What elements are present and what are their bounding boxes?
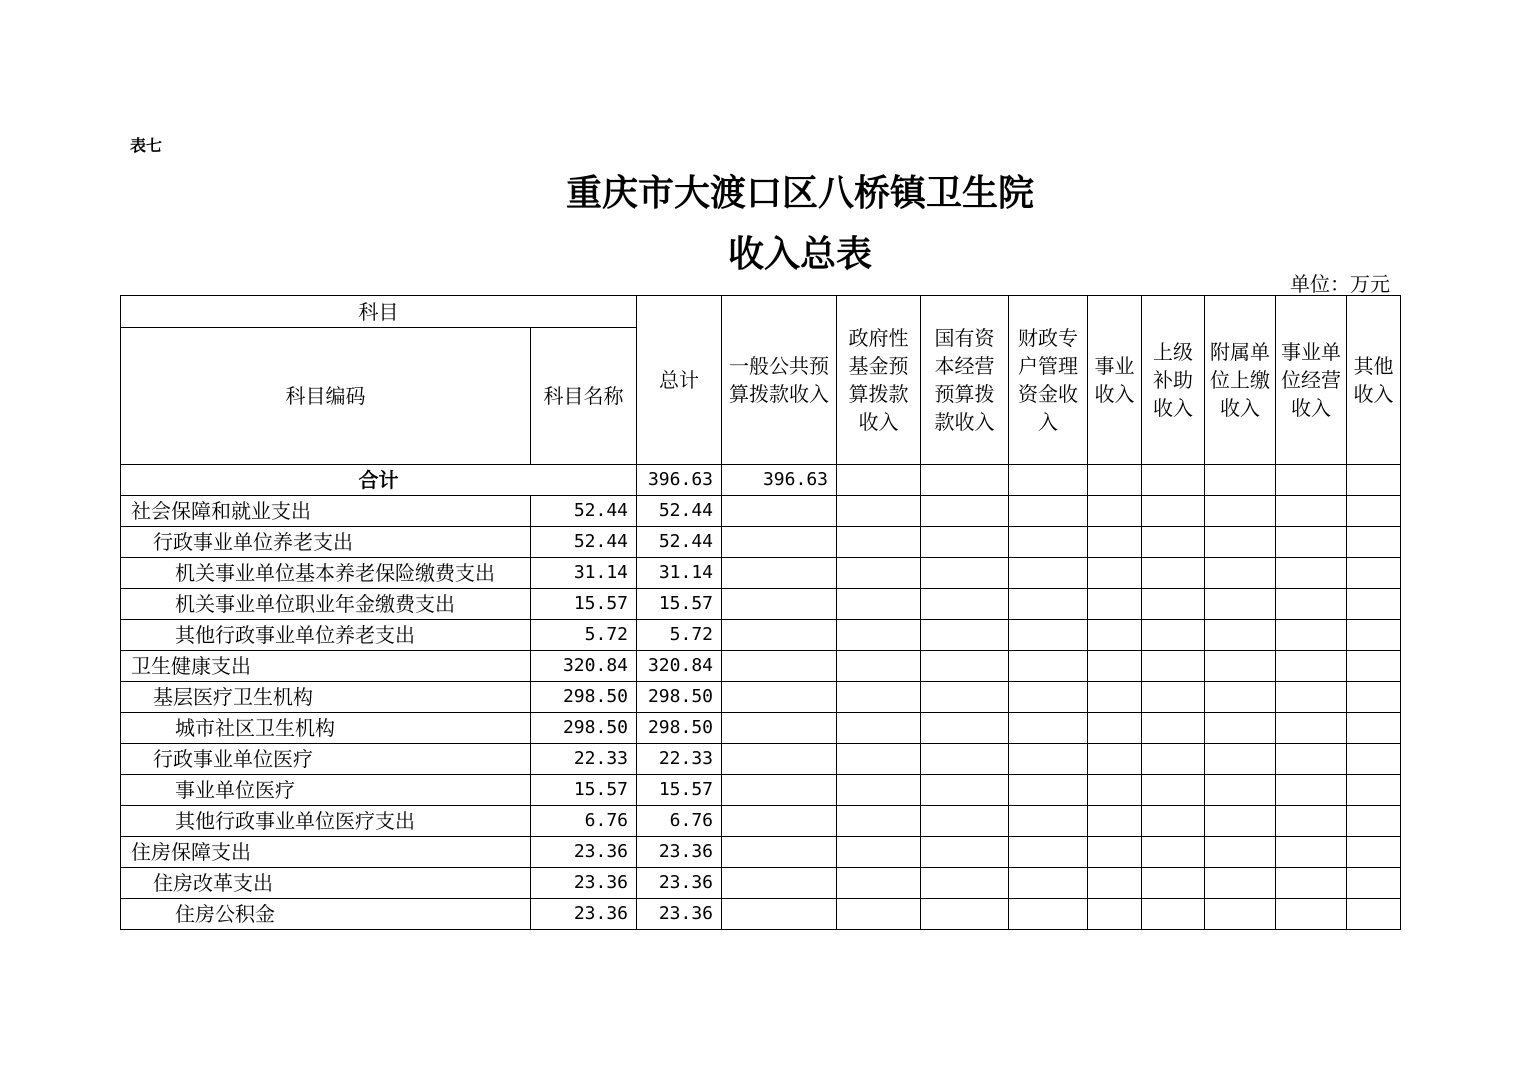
page-subtitle: 收入总表 [727, 234, 872, 275]
row-empty-cell [921, 682, 1009, 713]
table-row [121, 496, 1401, 527]
row-empty-cell [1088, 651, 1142, 682]
row-empty-cell [722, 527, 837, 558]
row-subject-name: 机关事业单位基本养老保险缴费支出 [121, 558, 531, 589]
row-empty-cell [1205, 713, 1276, 744]
row-general-public: 298.50 [637, 682, 722, 713]
row-empty-cell [1142, 837, 1205, 868]
row-empty-cell [837, 899, 921, 930]
row-subject-name: 住房保障支出 [121, 837, 531, 868]
header-affiliated-payment: 附属单位上缴收入 [1205, 296, 1276, 465]
table-row [121, 713, 1401, 744]
row-empty-cell [1205, 899, 1276, 930]
row-empty-cell [1088, 744, 1142, 775]
row-empty-cell [1142, 527, 1205, 558]
row-empty-cell [1276, 651, 1347, 682]
row-subject-name: 其他行政事业单位养老支出 [121, 620, 531, 651]
row-general-public: 22.33 [637, 744, 722, 775]
table-label: 表七 [130, 136, 163, 155]
row-total: 22.33 [531, 744, 637, 775]
row-empty-cell [921, 496, 1009, 527]
row-empty-cell [722, 775, 837, 806]
row-subject-name: 社会保障和就业支出 [121, 496, 531, 527]
row-total: 52.44 [531, 527, 637, 558]
row-general-public: 320.84 [637, 651, 722, 682]
row-general-public: 52.44 [637, 527, 722, 558]
row-empty-cell [921, 868, 1009, 899]
row-empty-cell [1347, 589, 1401, 620]
row-empty-cell [1205, 527, 1276, 558]
total-row-general-public: 396.63 [722, 465, 837, 496]
row-empty-cell [1088, 620, 1142, 651]
row-empty-cell [921, 713, 1009, 744]
header-superior-subsidy: 上级补助收入 [1142, 296, 1205, 465]
row-general-public: 52.44 [637, 496, 722, 527]
row-empty-cell [837, 806, 921, 837]
row-empty-cell [1009, 775, 1088, 806]
row-empty-cell [1142, 868, 1205, 899]
row-empty-cell [1088, 806, 1142, 837]
row-empty-cell [1009, 806, 1088, 837]
row-subject-name: 其他行政事业单位医疗支出 [121, 806, 531, 837]
row-empty-cell [1009, 899, 1088, 930]
row-empty-cell [1205, 775, 1276, 806]
row-subject-name: 卫生健康支出 [121, 651, 531, 682]
row-empty-cell [722, 496, 837, 527]
header-state-capital: 国有资本经营预算拨款收入 [921, 296, 1009, 465]
row-empty-cell [722, 620, 837, 651]
row-empty-cell [921, 620, 1009, 651]
row-general-public: 15.57 [637, 775, 722, 806]
row-empty-cell [1205, 868, 1276, 899]
header-subject-name: 科目名称 [531, 328, 637, 465]
row-empty-cell [1276, 744, 1347, 775]
row-subject-name: 住房公积金 [121, 899, 531, 930]
row-subject-name: 事业单位医疗 [121, 775, 531, 806]
header-total: 总计 [637, 296, 722, 465]
row-empty-cell [1205, 682, 1276, 713]
row-empty-cell [921, 589, 1009, 620]
row-empty-cell [1276, 868, 1347, 899]
row-total: 52.44 [531, 496, 637, 527]
row-empty-cell [1009, 558, 1088, 589]
table-row [121, 806, 1401, 837]
row-empty-cell [1009, 744, 1088, 775]
row-empty-cell [921, 651, 1009, 682]
row-empty-cell [1347, 899, 1401, 930]
row-total: 298.50 [531, 682, 637, 713]
row-empty-cell [1347, 868, 1401, 899]
table-row [121, 558, 1401, 589]
row-empty-cell [722, 806, 837, 837]
total-row-label: 合计 [121, 465, 637, 496]
row-empty-cell [837, 620, 921, 651]
row-empty-cell [837, 527, 921, 558]
row-empty-cell [722, 589, 837, 620]
row-empty-cell [1142, 806, 1205, 837]
row-empty-cell [1347, 620, 1401, 651]
row-empty-cell [837, 868, 921, 899]
table-row [121, 744, 1401, 775]
row-total: 298.50 [531, 713, 637, 744]
row-empty-cell [921, 837, 1009, 868]
table-row [121, 837, 1401, 868]
row-empty-cell [1009, 868, 1088, 899]
row-empty-cell [1205, 651, 1276, 682]
table-row [121, 868, 1401, 899]
row-empty-cell [722, 868, 837, 899]
row-empty-cell [1009, 837, 1088, 868]
row-empty-cell [722, 713, 837, 744]
row-general-public: 23.36 [637, 899, 722, 930]
row-empty-cell [1276, 558, 1347, 589]
row-empty-cell [1142, 744, 1205, 775]
row-empty-cell [1088, 527, 1142, 558]
row-empty-cell [722, 837, 837, 868]
row-empty-cell [837, 682, 921, 713]
row-empty-cell [1347, 651, 1401, 682]
row-empty-cell [1009, 496, 1088, 527]
row-empty-cell [1088, 558, 1142, 589]
table-row [121, 527, 1401, 558]
table-row [121, 651, 1401, 682]
row-general-public: 298.50 [637, 713, 722, 744]
unit-label: 单位：万元 [1290, 272, 1390, 296]
row-subject-name: 住房改革支出 [121, 868, 531, 899]
row-empty-cell [1276, 527, 1347, 558]
row-empty-cell [1276, 496, 1347, 527]
row-empty-cell [1276, 682, 1347, 713]
row-empty-cell [1205, 806, 1276, 837]
row-general-public: 5.72 [637, 620, 722, 651]
row-empty-cell [837, 713, 921, 744]
row-empty-cell [837, 775, 921, 806]
row-subject-name: 行政事业单位医疗 [121, 744, 531, 775]
row-empty-cell [1142, 558, 1205, 589]
row-empty-cell [1276, 806, 1347, 837]
row-empty-cell [1088, 682, 1142, 713]
row-empty-cell [921, 558, 1009, 589]
row-empty-cell [921, 899, 1009, 930]
row-total: 23.36 [531, 837, 637, 868]
row-empty-cell [722, 558, 837, 589]
row-general-public: 6.76 [637, 806, 722, 837]
header-other-income: 其他收入 [1347, 296, 1401, 465]
row-empty-cell [1276, 837, 1347, 868]
row-empty-cell [1142, 682, 1205, 713]
row-empty-cell [1009, 713, 1088, 744]
total-row-total: 396.63 [637, 465, 722, 496]
row-empty-cell [722, 682, 837, 713]
row-general-public: 15.57 [637, 589, 722, 620]
page-title: 重庆市大渡口区八桥镇卫生院 [565, 173, 1034, 214]
row-empty-cell [722, 651, 837, 682]
row-general-public: 23.36 [637, 868, 722, 899]
row-empty-cell [837, 651, 921, 682]
row-empty-cell [921, 527, 1009, 558]
row-empty-cell [921, 744, 1009, 775]
row-empty-cell [1142, 620, 1205, 651]
row-empty-cell [1205, 620, 1276, 651]
row-empty-cell [1347, 527, 1401, 558]
row-total: 23.36 [531, 899, 637, 930]
row-empty-cell [722, 899, 837, 930]
table-row [121, 775, 1401, 806]
row-total: 320.84 [531, 651, 637, 682]
row-empty-cell [837, 744, 921, 775]
row-empty-cell [1009, 620, 1088, 651]
row-empty-cell [1347, 682, 1401, 713]
row-empty-cell [837, 496, 921, 527]
row-empty-cell [1205, 589, 1276, 620]
row-empty-cell [1205, 837, 1276, 868]
table-row [121, 620, 1401, 651]
total-row [121, 465, 1401, 496]
table-row [121, 682, 1401, 713]
row-empty-cell [1205, 558, 1276, 589]
row-empty-cell [837, 589, 921, 620]
row-general-public: 31.14 [637, 558, 722, 589]
row-empty-cell [1009, 651, 1088, 682]
row-empty-cell [837, 558, 921, 589]
row-general-public: 23.36 [637, 837, 722, 868]
header-subject-code: 科目编码 [121, 328, 531, 465]
row-empty-cell [837, 837, 921, 868]
header-general-public: 一般公共预算拨款收入 [722, 296, 837, 465]
row-empty-cell [722, 744, 837, 775]
row-empty-cell [1276, 775, 1347, 806]
row-empty-cell [1347, 775, 1401, 806]
row-empty-cell [1142, 775, 1205, 806]
row-empty-cell [1142, 713, 1205, 744]
row-empty-cell [1347, 837, 1401, 868]
table-row [121, 589, 1401, 620]
header-subject: 科目 [121, 296, 637, 328]
row-total: 23.36 [531, 868, 637, 899]
row-empty-cell [1088, 775, 1142, 806]
row-empty-cell [1276, 589, 1347, 620]
row-empty-cell [1347, 558, 1401, 589]
row-empty-cell [1347, 806, 1401, 837]
row-empty-cell [1276, 620, 1347, 651]
row-total: 5.72 [531, 620, 637, 651]
row-empty-cell [1009, 682, 1088, 713]
row-empty-cell [1088, 899, 1142, 930]
row-empty-cell [1205, 496, 1276, 527]
row-empty-cell [1347, 496, 1401, 527]
row-empty-cell [1347, 713, 1401, 744]
row-empty-cell [1088, 713, 1142, 744]
row-empty-cell [921, 806, 1009, 837]
header-gov-fund: 政府性基金预算拨款收入 [837, 296, 921, 465]
header-fiscal-special: 财政专户管理资金收入 [1009, 296, 1088, 465]
row-subject-name: 基层医疗卫生机构 [121, 682, 531, 713]
header-business-income: 事业收入 [1088, 296, 1142, 465]
row-empty-cell [1142, 496, 1205, 527]
row-subject-name: 城市社区卫生机构 [121, 713, 531, 744]
row-empty-cell [1088, 837, 1142, 868]
row-total: 15.57 [531, 589, 637, 620]
row-total: 6.76 [531, 806, 637, 837]
table-row [121, 899, 1401, 930]
row-subject-name: 行政事业单位养老支出 [121, 527, 531, 558]
row-empty-cell [1088, 589, 1142, 620]
row-total: 15.57 [531, 775, 637, 806]
row-subject-name: 机关事业单位职业年金缴费支出 [121, 589, 531, 620]
row-empty-cell [1142, 589, 1205, 620]
row-total: 31.14 [531, 558, 637, 589]
income-summary-table [120, 295, 1401, 930]
row-empty-cell [1009, 527, 1088, 558]
row-empty-cell [1205, 744, 1276, 775]
row-empty-cell [1088, 868, 1142, 899]
row-empty-cell [1276, 899, 1347, 930]
header-business-operation: 事业单位经营收入 [1276, 296, 1347, 465]
row-empty-cell [1088, 496, 1142, 527]
row-empty-cell [1142, 651, 1205, 682]
row-empty-cell [1009, 589, 1088, 620]
row-empty-cell [921, 775, 1009, 806]
row-empty-cell [1276, 713, 1347, 744]
row-empty-cell [1142, 899, 1205, 930]
row-empty-cell [1347, 744, 1401, 775]
